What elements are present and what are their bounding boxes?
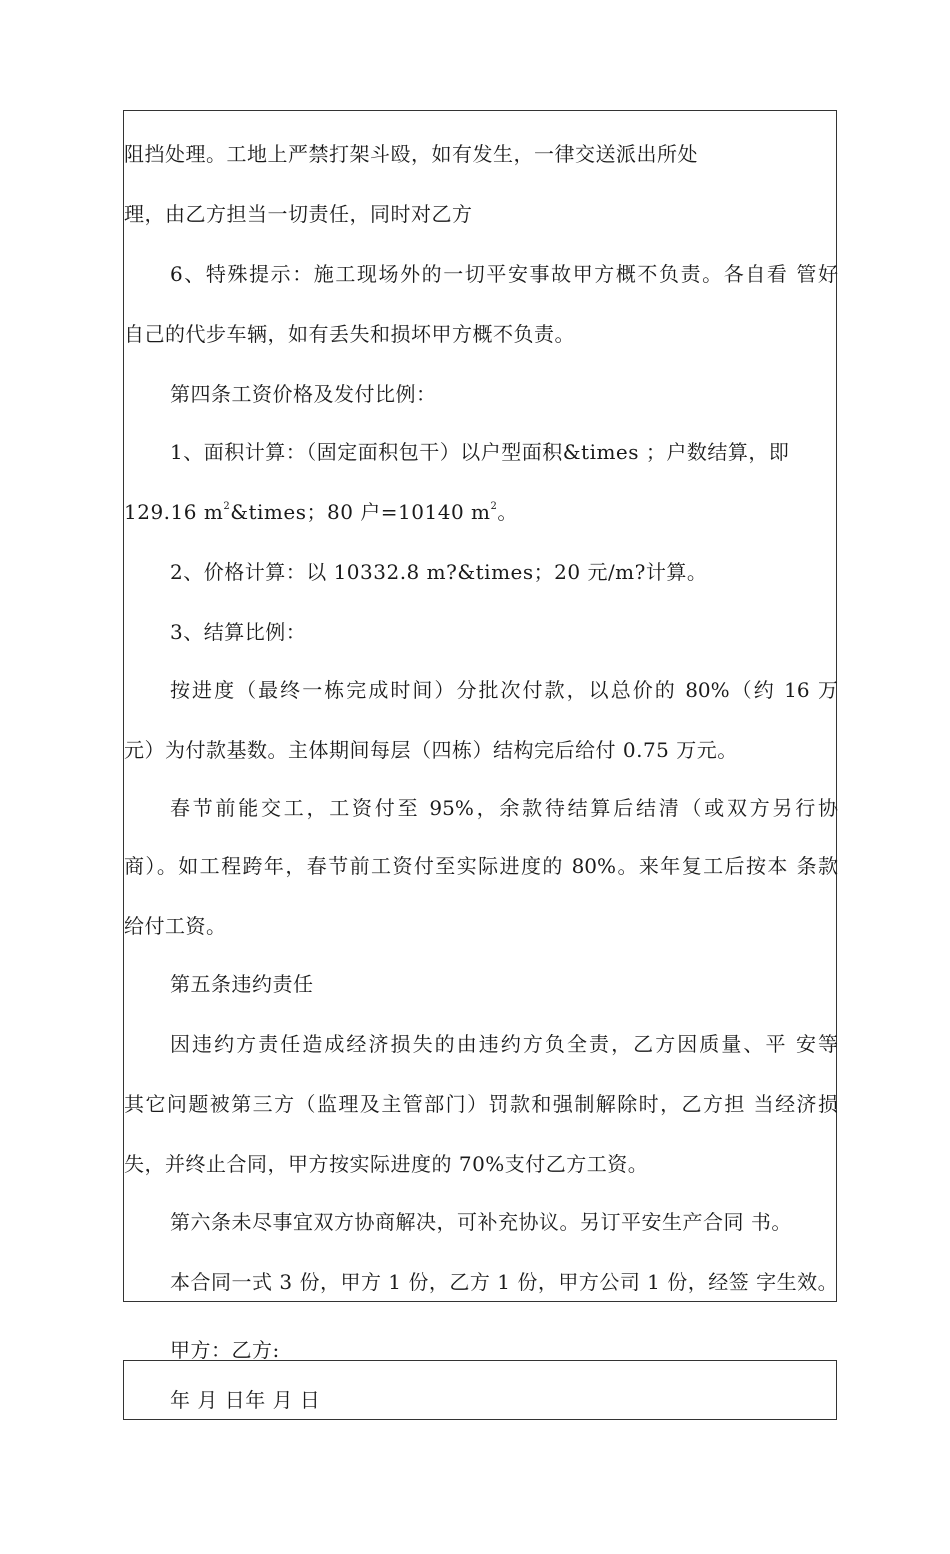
paragraph-line xyxy=(124,500,518,524)
paragraph-line: 给付工资。 xyxy=(124,914,227,938)
paragraph-line: 元）为付款基数。主体期间每层（四栋）结构完后给付 0.75 万元。 xyxy=(124,738,738,762)
paragraph-line: 春节前能交工，工资付至 95%，余款待结算后结清（或双方另行协 xyxy=(170,796,838,820)
section-heading: 第四条工资价格及发付比例： xyxy=(170,382,437,406)
area-end: 。 xyxy=(497,500,518,524)
signature-date: 年 月 日年 月 日 xyxy=(170,1388,321,1412)
paragraph-line: 本合同一式 3 份，甲方 1 份，乙方 1 份，甲方公司 1 份，经签 字生效。 xyxy=(170,1270,839,1294)
paragraph-line: 2、价格计算：以 10332.8 m?&times；20 元/m?计算。 xyxy=(170,560,708,584)
paragraph-line: 6、特殊提示：施工现场外的一切平安事故甲方概不负责。各自看 管好 xyxy=(170,262,838,286)
paragraph-line: 其它问题被第三方（监理及主管部门）罚款和强制解除时，乙方担 当经济损 xyxy=(124,1092,838,1116)
paragraph-line: 第六条未尽事宜双方协商解决，可补充协议。另订平安生产合同 书。 xyxy=(170,1210,792,1234)
paragraph-line: 失，并终止合同，甲方按实际进度的 70%支付乙方工资。 xyxy=(124,1152,649,1176)
paragraph-line: 按进度（最终一栋完成时间）分批次付款，以总价的 80%（约 16 万 xyxy=(170,678,838,702)
paragraph-line: 自己的代步车辆，如有丢失和损坏甲方概不负责。 xyxy=(124,322,575,346)
paragraph-line: 因违约方责任造成经济损失的由违约方负全责，乙方因质量、平 安等 xyxy=(170,1032,838,1056)
paragraph-line: 商）。如工程跨年，春节前工资付至实际进度的 80%。来年复工后按本 条款 xyxy=(124,854,838,878)
paragraph-line: 阻挡处理。工地上严禁打架斗殴，如有发生，一律交送派出所处 xyxy=(124,142,698,166)
section-heading: 第五条违约责任 xyxy=(170,972,314,996)
superscript: 2 xyxy=(490,501,498,513)
paragraph-line: 1、面积计算：（固定面积包干）以户型面积&times ；户数结算，即 xyxy=(170,440,790,464)
superscript: 2 xyxy=(223,501,231,513)
area-calc: &times；80 户=10140 m xyxy=(230,500,491,524)
paragraph-line: 3、结算比例： xyxy=(170,620,307,644)
contract-body-frame xyxy=(123,110,837,1302)
area-value: 129.16 m xyxy=(124,500,224,524)
signature-parties: 甲方：乙方: xyxy=(170,1338,280,1362)
paragraph-line: 理，由乙方担当一切责任，同时对乙方 xyxy=(124,202,473,226)
